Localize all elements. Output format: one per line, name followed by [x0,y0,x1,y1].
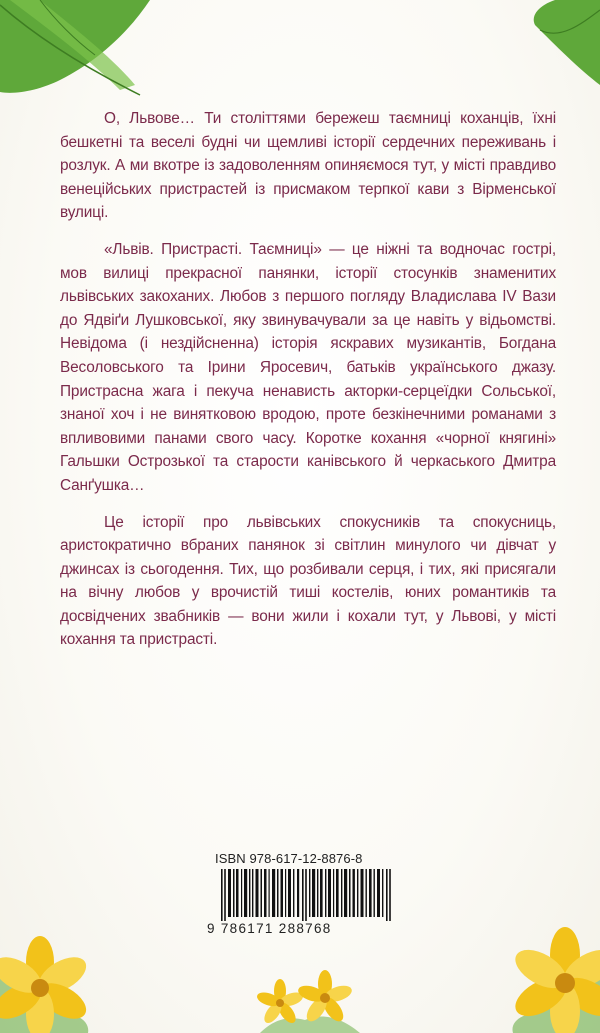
barcode-digits: 9 786171 288768 [207,921,332,936]
isbn-barcode-block [207,851,397,941]
leaf-decoration-top-left [0,0,150,100]
leaf-decoration-top-right [530,0,600,85]
flower-decoration-bottom-left [0,913,95,1033]
flower-decoration-bottom-right [505,903,600,1033]
blurb-paragraph-1: О, Львове… Ти століттями бережеш таємниці коханців, їхні бешкетні та веселі будні чи щемливі історії сердечних переживань і розлук. А ми вкотре із задоволенням опиняємося тут, у місті правдиво венеційських пристрастей із присмаком терпкої кави з Вірменської вулиці. [60,110,556,222]
isbn-label: ISBN 978-617-12-8876-8 [215,851,363,866]
blurb-paragraph-3: Це історії про львівських спокусників та спокусниць, аристократично вбраних панянок зі світлин минулого чи дівчат у джинсах із сьогодення. Тих, що розбивали серця, і тих, які присягали на вічну любов у врочистій тиші костелів, юних романтиків та досвідчених звабників — вони жили і кохали тут, у Львові, у місті кохання та пристрасті. [60,513,556,649]
barcode-image [221,869,391,921]
blurb-paragraph-2: «Львів. Пристрасті. Таємниці» — це ніжні та водночас гострі, мов вилиці прекрасної панянки, історії стосунків знаменитих львівських закоханих. Любов з першого погляду Владислава IV Вази до Ядвіґи Лушковської, яку звинувачували за це навіть у відьомстві. Невідома (і нездійсненна) історія яскравих музикантів, Богдана Весоловського та Ірини Яросевич, батьків українського джазу. Пристрасна жага і пекуча ненависть акторки-серцеїдки Сольської, знаної хоч і не винятковою вродою, проте безкінечними романами з впливовими панами свого часу. Коротке кохання «чорної княгині» Гальшки Острозької та старости канівського й черкаського Дмитра Санґушка… [60,240,556,494]
book-blurb [60,107,556,665]
flower-decoration-bottom-center [250,958,370,1033]
